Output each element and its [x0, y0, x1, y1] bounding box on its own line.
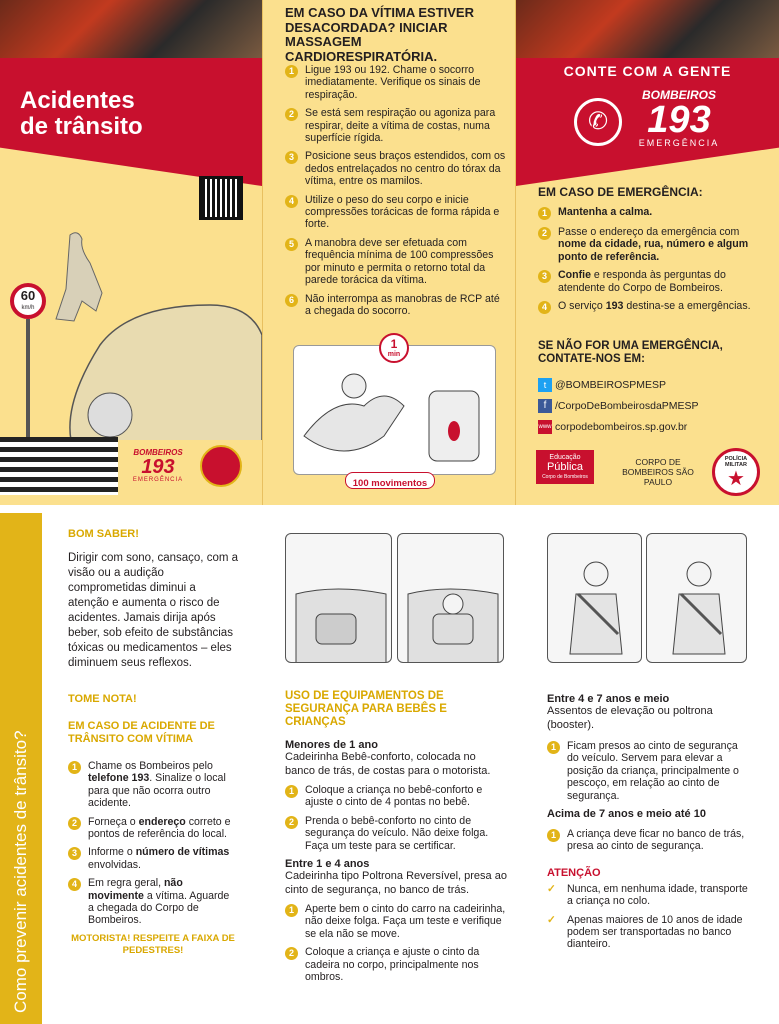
right-panel: [516, 0, 779, 505]
cpr-step: 5 A manobra deve ser efetuada com frequência mínima de 100 compressões por minuto e permita o retorno total da parede torácica da vítima.: [285, 237, 507, 287]
cpr-step: 4 Utilize o peso do seu corpo e inicie compressões torácicas de forma rápida e forte.: [285, 194, 507, 231]
twitter-icon: t: [538, 378, 552, 392]
over7-step: 1 A criança deve ficar no banco de trás, presa ao cinto de segurança.: [547, 828, 752, 853]
page-title-line2: de trânsito: [20, 113, 143, 140]
cpr-heading: EM CASO DA VÍTIMA ESTIVER DESACORDADA? INICIAR MASSAGEM CARDIORESPIRATÓRIA.: [285, 5, 474, 64]
age4to7-step: 1 Ficam presos ao cinto de segurança do veículo. Servem para elevar a posição da criança, principalmente o pescoço, em relação ao cinto de segurança.: [547, 740, 752, 802]
tagline: CONTE COM A GENTE: [563, 63, 732, 79]
age4to7-text: Assentos de elevação ou poltrona (booster).: [547, 705, 713, 731]
over7-title: Acima de 7 anos e meio até 10: [547, 808, 706, 821]
footer-org: CORPO DE BOMBEIROS SÃO PAULO: [622, 457, 694, 487]
timer-unit: min: [387, 351, 401, 358]
under1-text: Cadeirinha Bebê-conforto, colocada no banco de trás, de costas para o motorista.: [285, 751, 491, 777]
cpr-step: 6 Não interrompa as manobras de RCP até a chegada do socorro.: [285, 293, 507, 318]
timer-badge: [379, 333, 409, 363]
pedestrian-car-illustration: [40, 225, 262, 440]
bombeiros-emblem: [200, 445, 242, 487]
contact-list: [538, 375, 699, 438]
pm-badge: POLÍCIA MILITAR ★: [712, 448, 760, 496]
contact-heading: SE NÃO FOR UMA EMERGÊNCIA, CONTATE-NOS EM:: [538, 340, 723, 365]
under1-title: Menores de 1 ano: [285, 739, 378, 751]
check-icon: ✓: [547, 913, 556, 926]
movements-label: 100 movimentos: [352, 478, 428, 489]
column-older-kids: [547, 693, 752, 957]
logo-brand: BOMBEIROS: [641, 88, 716, 102]
rescue-photo: [516, 0, 779, 58]
contact-twitter[interactable]: t @BOMBEIROSPMESP: [538, 375, 699, 396]
age1to4-step: 2 Coloque a criança e ajuste o cinto da cadeira no corpo, principalmente nos ombros.: [285, 946, 507, 983]
edu-publica-logo: [536, 450, 594, 484]
sign-pole: [26, 319, 30, 439]
logo-sub: EMERGÊNCIA: [132, 477, 184, 483]
facebook-icon: f: [538, 399, 552, 413]
logo-number: 193: [141, 456, 175, 478]
age1to4-text: Cadeirinha tipo Poltrona Reversível, presa ao cinto de segurança, no banco de trás.: [285, 870, 507, 896]
phone-icon: ✆: [574, 98, 622, 146]
speed-value: 60: [20, 288, 36, 303]
good-to-know-text: Dirigir com sono, cansaço, com a visão ou a audição comprometidas diminui a atenção e aumenta o risco de acidentes. Jamais dirija após beber, sob efeito de substâncias tóxicas ou medicamentos – eles diminuem seus reflexos.: [68, 552, 239, 669]
age4to7-title: Entre 4 e 7 anos e meio: [547, 693, 670, 705]
cpr-step: 1 Ligue 193 ou 192. Chame o socorro imediatamente. Verifique os sinais de respiração.: [285, 64, 507, 101]
booster-illustration-2: [646, 533, 747, 663]
vertical-title: Como prevenir acidentes de trânsito?: [11, 730, 30, 1013]
left-panel: [0, 0, 262, 505]
column-equipment: [285, 690, 507, 989]
baby-seat-illustration-1: [285, 533, 392, 663]
cpr-step: 2 Se está sem respiração ou agoniza para respirar, deite a vítima de costas, numa superfície rígida.: [285, 107, 507, 144]
good-to-know-heading: BOM SABER!: [68, 528, 139, 540]
movements-badge: [345, 472, 435, 489]
pm-badge-text: POLÍCIA MILITAR: [724, 456, 748, 468]
edu-line3: Corpo de Bombeiros: [542, 474, 588, 480]
cpr-steps: [285, 64, 507, 323]
web-icon: www: [538, 420, 552, 434]
booster-illustration-1: [547, 533, 642, 663]
timer-value: 1: [390, 337, 398, 351]
note-heading: TOME NOTA!: [68, 693, 137, 705]
logo-sub: EMERGÊNCIA: [638, 138, 720, 148]
accident-heading: EM CASO DE ACIDENTE DE TRÂNSITO COM VÍTIMA: [68, 720, 215, 745]
motorist-note: MOTORISTA! RESPEITE A FAIXA DE PEDESTRES!: [71, 932, 235, 956]
attention-item: ✓ Nunca, em nenhuma idade, transporte a criança no colo.: [547, 882, 748, 908]
bombeiros-logo-small: [118, 442, 198, 490]
cpr-illustration: [293, 345, 496, 475]
qr-code: [199, 176, 243, 220]
contact-web[interactable]: www corpodebombeiros.sp.gov.br: [538, 421, 688, 433]
emergency-steps: 1 Mantenha a calma. 2 Passe o endereço da emergência com nome da cidade, rua, número e algum ponto de referência. 3 Confie e responda às perguntas do atendente do Corpo de Bombeiros. 4 O serviço 193 destina-se a emergências.: [538, 206, 766, 320]
firefighters-photo: [0, 0, 262, 58]
age1to4-step: 1 Aperte bem o cinto do carro na cadeirinha, não deixe folga. Faça um teste e verifique se ela não se move.: [285, 903, 507, 940]
bombeiros-logo-large: [624, 88, 734, 148]
edu-line1: Educação: [549, 454, 581, 461]
sp-flag: [0, 437, 118, 495]
page-title-line1: Acidentes: [20, 87, 135, 114]
middle-panel: [262, 0, 516, 505]
cpr-step: 3 Posicione seus braços estendidos, com os dedos entrelaçados no centro do tórax da vítima, entre os mamilos.: [285, 150, 507, 187]
emergency-heading: EM CASO DE EMERGÊNCIA:: [538, 185, 703, 199]
equipment-heading: USO DE EQUIPAMENTOS DE SEGURANÇA PARA BEBÊS E CRIANÇAS: [285, 690, 447, 728]
logo-brand: BOMBEIROS: [133, 448, 183, 457]
attention-heading: ATENÇÃO: [547, 866, 601, 879]
logo-number: 193: [647, 99, 711, 141]
accident-step: 2 Forneça o endereço correto e pontos de referência do local.: [68, 816, 238, 841]
vertical-sidebar: [0, 513, 42, 1024]
age1to4-title: Entre 1 e 4 anos: [285, 858, 370, 871]
column-advice: [68, 528, 238, 957]
attention-item: ✓ Apenas maiores de 10 anos de idade podem ser transportadas no banco dianteiro.: [547, 913, 743, 951]
under1-step: 1 Coloque a criança no bebê-conforto e ajuste o cinto de 4 pontas no bebê.: [285, 784, 507, 809]
accident-step: 3 Informe o número de vítimas envolvidas.: [68, 846, 238, 871]
check-icon: ✓: [547, 882, 556, 895]
under1-step: 2 Prenda o bebê-conforto no cinto de segurança do veículo. Não deixe folga. Faça um teste para se certificar.: [285, 815, 507, 852]
accident-step: 4 Em regra geral, não movimente a vítima. Aguarde a chegada do Corpo de Bombeiros.: [68, 877, 238, 927]
accident-step: 1 Chame os Bombeiros pelo telefone 193. Sinalize o local para que não ocorra outro acidente.: [68, 760, 238, 810]
contact-facebook[interactable]: f /CorpoDeBombeirosdaPMESP: [538, 396, 699, 417]
edu-line2: Pública: [546, 461, 584, 473]
speed-unit: km/h: [21, 305, 35, 311]
baby-seat-illustration-2: [397, 533, 504, 663]
